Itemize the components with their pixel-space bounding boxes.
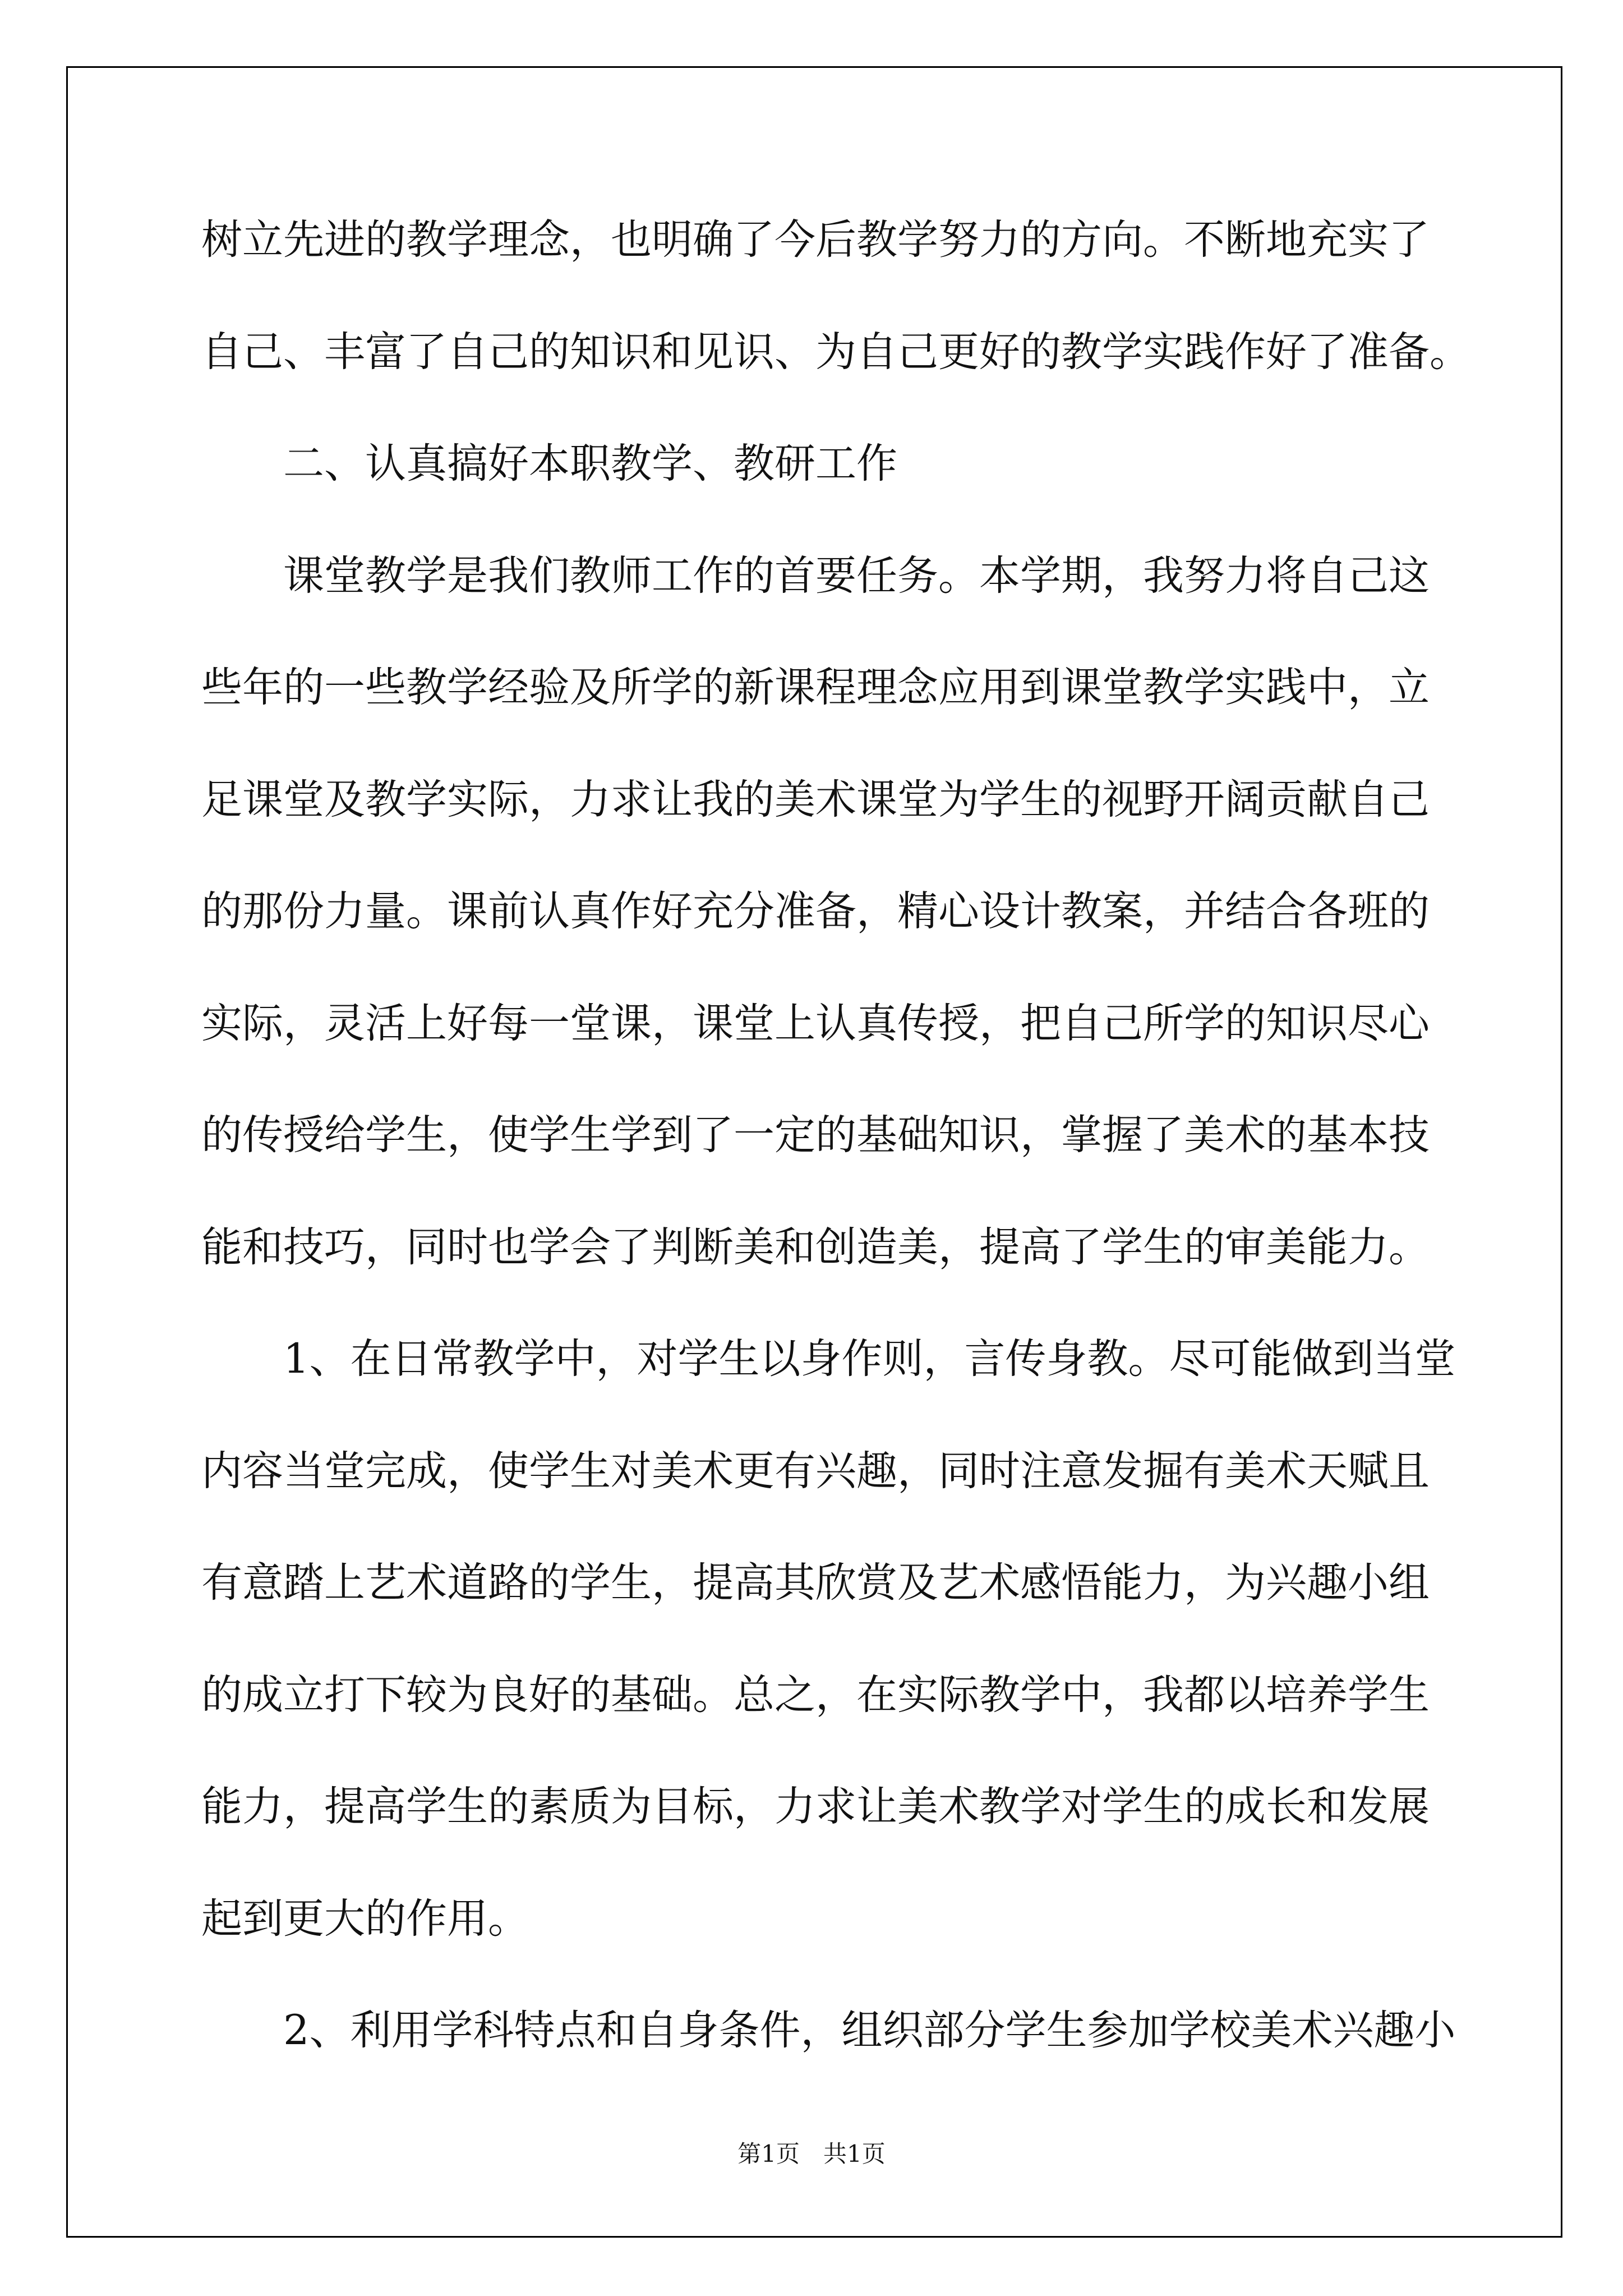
body-line: 能力，提高学生的素质为目标，力求让美术教学对学生的成长和发展: [201, 1783, 1430, 1830]
body-line: 自己、丰富了自己的知识和见识、为自己更好的教学实践作好了准备。: [201, 328, 1470, 376]
body-line: 的那份力量。课前认真作好充分准备，精心设计教案，并结合各班的: [201, 887, 1430, 935]
body-line: 的传授给学生，使学生学到了一定的基础知识，掌握了美术的基本技: [201, 1111, 1430, 1159]
body-line: 树立先进的教学理念，也明确了今后教学努力的方向。不断地充实了: [201, 216, 1430, 264]
body-line: 能和技巧，同时也学会了判断美和创造美，提高了学生的审美能力。: [201, 1223, 1430, 1271]
paragraph-first-line: 课堂教学是我们教师工作的首要任务。本学期，我努力将自己这: [283, 551, 1430, 600]
body-line: 有意踏上艺术道路的学生，提高其欣赏及艺术感悟能力，为兴趣小组: [201, 1559, 1430, 1607]
section-heading: 二、认真搞好本职教学、教研工作: [283, 440, 897, 487]
body-line: 起到更大的作用。: [201, 1894, 529, 1943]
body-line: 的成立打下较为良好的基础。总之，在实际教学中，我都以培养学生: [201, 1671, 1430, 1719]
list-item-first-line: 1、在日常教学中，对学生以身作则，言传身教。尽可能做到当堂: [283, 1335, 1456, 1383]
body-line: 些年的一些教学经验及所学的新课程理念应用到课堂教学实践中，立: [201, 664, 1430, 711]
body-line: 实际，灵活上好每一堂课，课堂上认真传授，把自己所学的知识尽心: [201, 999, 1430, 1047]
body-line: 内容当堂完成，使学生对美术更有兴趣，同时注意发掘有美术天赋且: [201, 1447, 1430, 1495]
body-line: 足课堂及教学实际，力求让我的美术课堂为学生的视野开阔贡献自己: [201, 775, 1430, 823]
document-body: [201, 184, 1470, 2087]
list-item-first-line: 2、利用学科特点和自身条件，组织部分学生参加学校美术兴趣小: [283, 2007, 1456, 2054]
page-footer: 第1页 共1页: [737, 2140, 886, 2168]
